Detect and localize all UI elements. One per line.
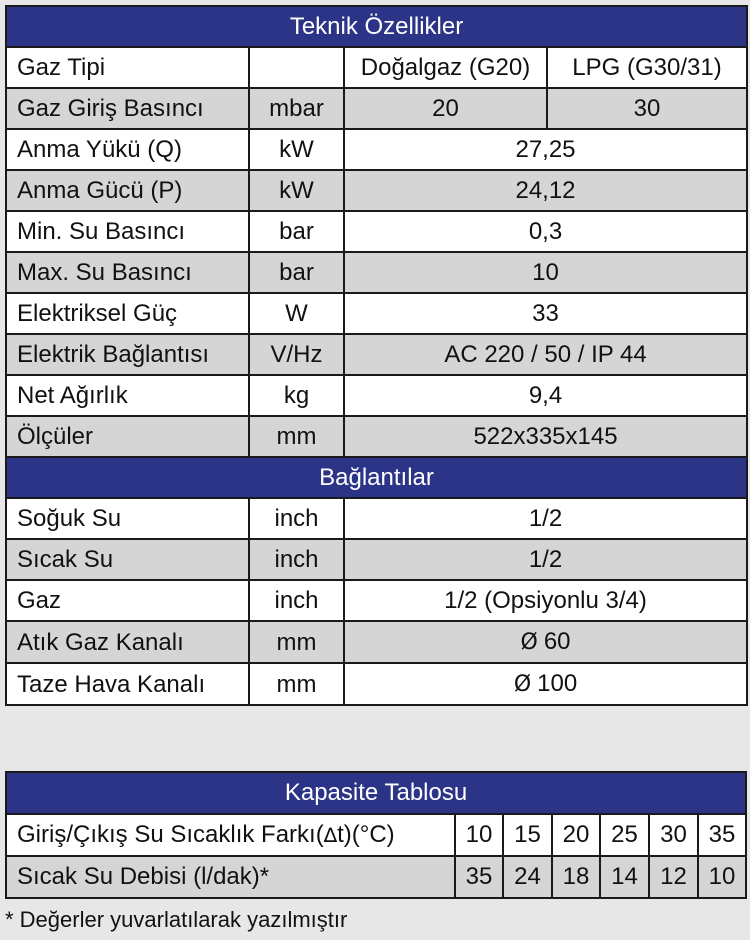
row-unit: inch [249,498,344,539]
row-value: 27,25 [344,129,747,170]
row-label: Gaz [6,580,249,621]
hot-water-flow-value: 18 [552,856,600,898]
temperature-difference-label [6,814,455,856]
row-value: 1/2 [344,498,747,539]
table-row [6,814,746,856]
table-row [6,416,747,457]
label-text: Giriş/Çıkış Su Sıcaklık Farkı( [17,821,324,848]
row-value: 100 [537,670,578,697]
row-label: Net Ağırlık [6,375,249,416]
temperature-difference-value: 15 [503,814,552,856]
row-value: 1/2 [344,539,747,580]
gas-pressure-natural-gas: 20 [344,88,547,129]
gas-pressure-lpg: 30 [547,88,747,129]
table-row [6,580,747,621]
table-row [6,47,747,88]
row-label: Ölçüler [6,416,249,457]
row-value: AC 220 / 50 / IP 44 [344,334,747,375]
table-row [6,663,747,705]
row-label: Anma Gücü (P) [6,170,249,211]
row-label: Gaz Tipi [6,47,249,88]
row-value: 60 [543,628,571,655]
gas-type-natural-gas: Doğalgaz (G20) [344,47,547,88]
hot-water-flow-label: Sıcak Su Debisi (l/dak)* [6,856,455,898]
temperature-difference-value: 35 [698,814,746,856]
row-label: Max. Su Basıncı [6,252,249,293]
row-unit: bar [249,252,344,293]
row-value: 522x335x145 [344,416,747,457]
capacity-title: Kapasite Tablosu [6,772,746,814]
connections-title: Bağlantılar [6,457,747,498]
delta-icon: ∆ [323,823,338,847]
temperature-difference-value: 20 [552,814,600,856]
table-row [6,211,747,252]
row-unit: V/Hz [249,334,344,375]
table-row [6,621,747,663]
row-value: 1/2 (Opsiyonlu 3/4) [344,580,747,621]
row-unit: inch [249,539,344,580]
table-row [6,334,747,375]
row-value: 9,4 [344,375,747,416]
row-label: Atık Gaz Kanalı [6,621,249,663]
temperature-difference-value: 10 [455,814,503,856]
gas-type-lpg: LPG (G30/31) [547,47,747,88]
row-value: 33 [344,293,747,334]
footnote: * Değerler yuvarlatılarak yazılmıştır [5,907,348,932]
table-row [6,170,747,211]
row-unit: kW [249,129,344,170]
table-row [6,539,747,580]
row-unit: mbar [249,88,344,129]
table-row [6,498,747,539]
row-unit: mm [249,416,344,457]
row-value: 10 [344,252,747,293]
row-value-cell [344,621,747,663]
row-unit: W [249,293,344,334]
row-label: Elektriksel Güç [6,293,249,334]
row-unit: kW [249,170,344,211]
hot-water-flow-value: 12 [649,856,698,898]
technical-specs-table [5,5,748,706]
diameter-icon: Ø [520,630,538,655]
temperature-difference-value: 25 [600,814,649,856]
hot-water-flow-value: 35 [455,856,503,898]
label-text: t)(°C) [337,821,395,848]
row-unit: kg [249,375,344,416]
row-label: Gaz Giriş Basıncı [6,88,249,129]
specs-title: Teknik Özellikler [6,6,747,47]
hot-water-flow-value: 24 [503,856,552,898]
capacity-table [5,771,747,899]
table-row [6,856,746,898]
table-row [6,293,747,334]
row-label: Soğuk Su [6,498,249,539]
hot-water-flow-value: 14 [600,856,649,898]
row-unit: inch [249,580,344,621]
row-value: 24,12 [344,170,747,211]
row-unit [249,47,344,88]
temperature-difference-value: 30 [649,814,698,856]
row-label: Sıcak Su [6,539,249,580]
diameter-icon: Ø [513,672,532,697]
table-row [6,375,747,416]
row-label: Min. Su Basıncı [6,211,249,252]
row-label: Anma Yükü (Q) [6,129,249,170]
table-row [6,88,747,129]
row-label: Taze Hava Kanalı [6,663,249,705]
hot-water-flow-value: 10 [698,856,746,898]
row-unit: bar [249,211,344,252]
row-value: 0,3 [344,211,747,252]
table-row [6,252,747,293]
row-label: Elektrik Bağlantısı [6,334,249,375]
row-unit: mm [249,621,344,663]
row-value-cell [344,663,747,705]
row-unit: mm [249,663,344,705]
table-row [6,129,747,170]
